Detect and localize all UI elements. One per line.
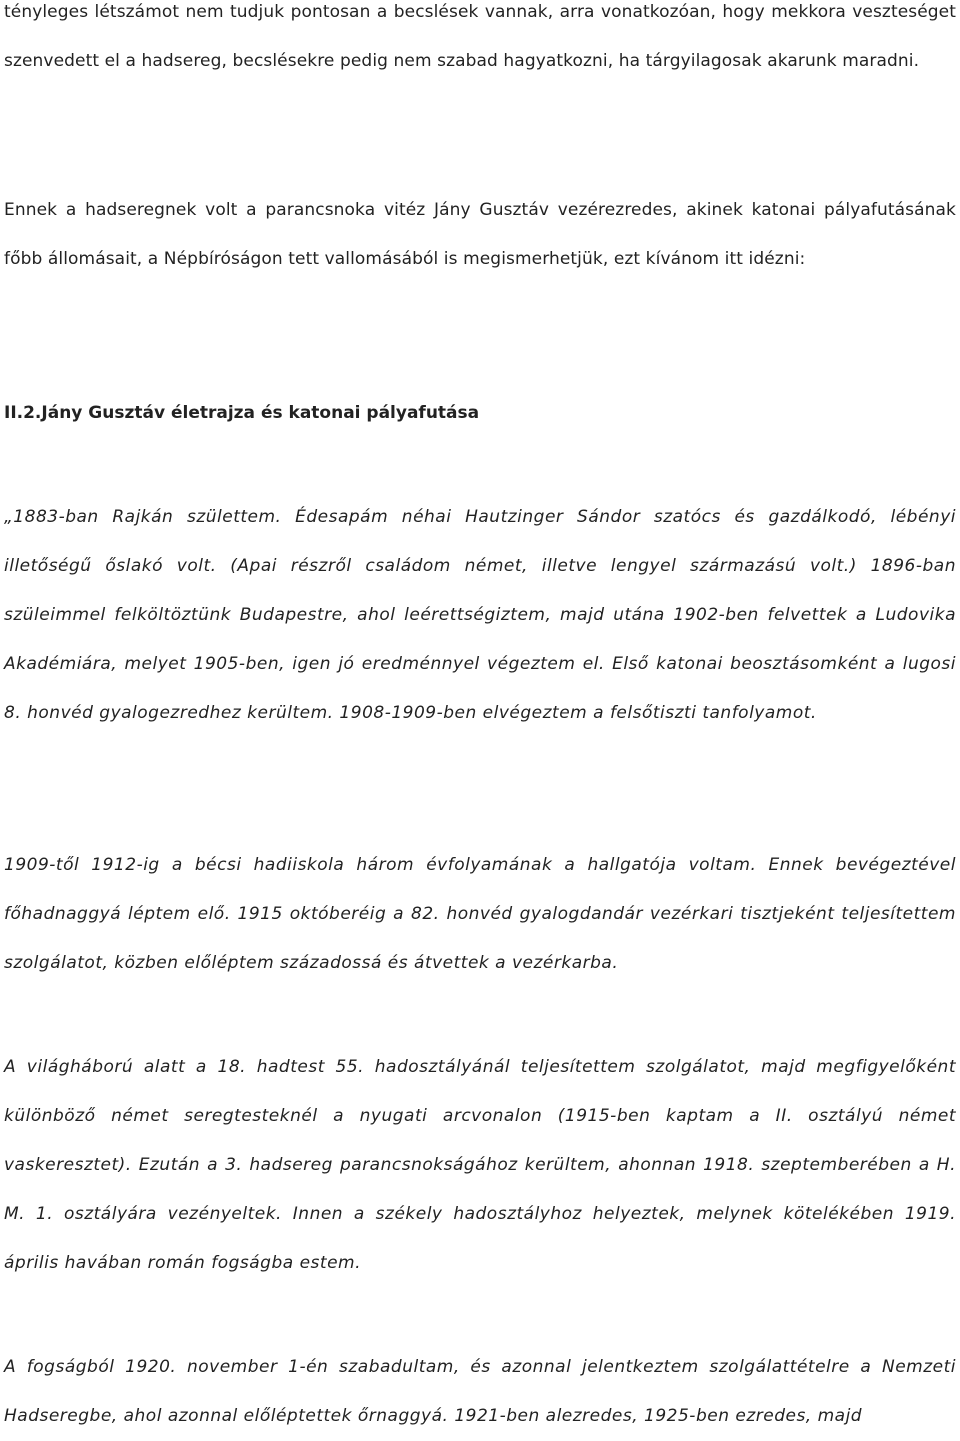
section-heading: [4, 389, 956, 438]
quote-paragraph-1: [4, 493, 956, 738]
heading-text: II.2.Jány Gusztáv életrajza és katonai pályafutása: [4, 403, 480, 423]
intro-paragraph: [4, 0, 956, 86]
paragraph-text: 1909-től 1912-ig a bécsi hadiiskola három évfolyamának a hallgatója voltam. Ennek bevégeztével főhadnaggyá léptem elő. 1915 októberéig a 82. honvéd gyalogdandár vezérkari tisztjeként teljesítettem szolgálatot, közben előléptem századossá és átvettek a vezérkarba.: [4, 855, 956, 973]
paragraph-text: A fogságból 1920. november 1-én szabadultam, és azonnal jelentkeztem szolgálattételre a Nemzeti Hadseregbe, ahol azonnal előléptettek őrnaggyá. 1921-ben alezredes, 1925-ben ezredes, majd: [4, 1357, 956, 1426]
paragraph-text: tényleges létszámot nem tudjuk pontosan a becslések vannak, arra vonatkozóan, hogy mekkora veszteséget szenvedett el a hadsereg, becslésekre pedig nem szabad hagyatkozni, ha tárgyilagosak akarunk maradni.: [4, 2, 956, 71]
paragraph-text: Ennek a hadseregnek volt a parancsnoka vitéz Jány Gusztáv vezérezredes, akinek katonai pályafutásának főbb állomásait, a Népbíróságon tett vallomásából is megismerhetjük, ezt kívánom itt idézni:: [4, 200, 956, 269]
quote-paragraph-3: [4, 1043, 956, 1288]
paragraph-text: „1883-ban Rajkán születtem. Édesapám néhai Hautzinger Sándor szatócs és gazdálkodó, lébényi illetőségű őslakó volt. (Apai részről családom német, illetve lengyel származású volt.) 1896-ban szüleimmel felköltöztünk Budapestre, ahol leérettségiztem, majd utána 1902-ben felvettek a Ludovika Akadémiára, melyet 1905-ben, igen jó eredménnyel végeztem el. Első katonai beosztásomként a lugosi 8. honvéd gyalogezredhez kerültem. 1908-1909-ben elvégeztem a felsőtiszti tanfolyamot.: [4, 507, 956, 723]
context-paragraph: [4, 186, 956, 284]
quote-paragraph-4: [4, 1343, 956, 1441]
quote-paragraph-2: [4, 841, 956, 988]
paragraph-text: A világháború alatt a 18. hadtest 55. hadosztályánál teljesítettem szolgálatot, majd megfigyelőként különböző német seregtesteknél a nyugati arcvonalon (1915-ben kaptam a II. osztályú német vaskeresztet). Ezután a 3. hadsereg parancsnokságához kerültem, ahonnan 1918. szeptemberében a H. M. 1. osztályára vezényeltek. Innen a székely hadosztályhoz helyeztek, melynek kötelékében 1919. április havában román fogságba estem.: [4, 1057, 956, 1273]
